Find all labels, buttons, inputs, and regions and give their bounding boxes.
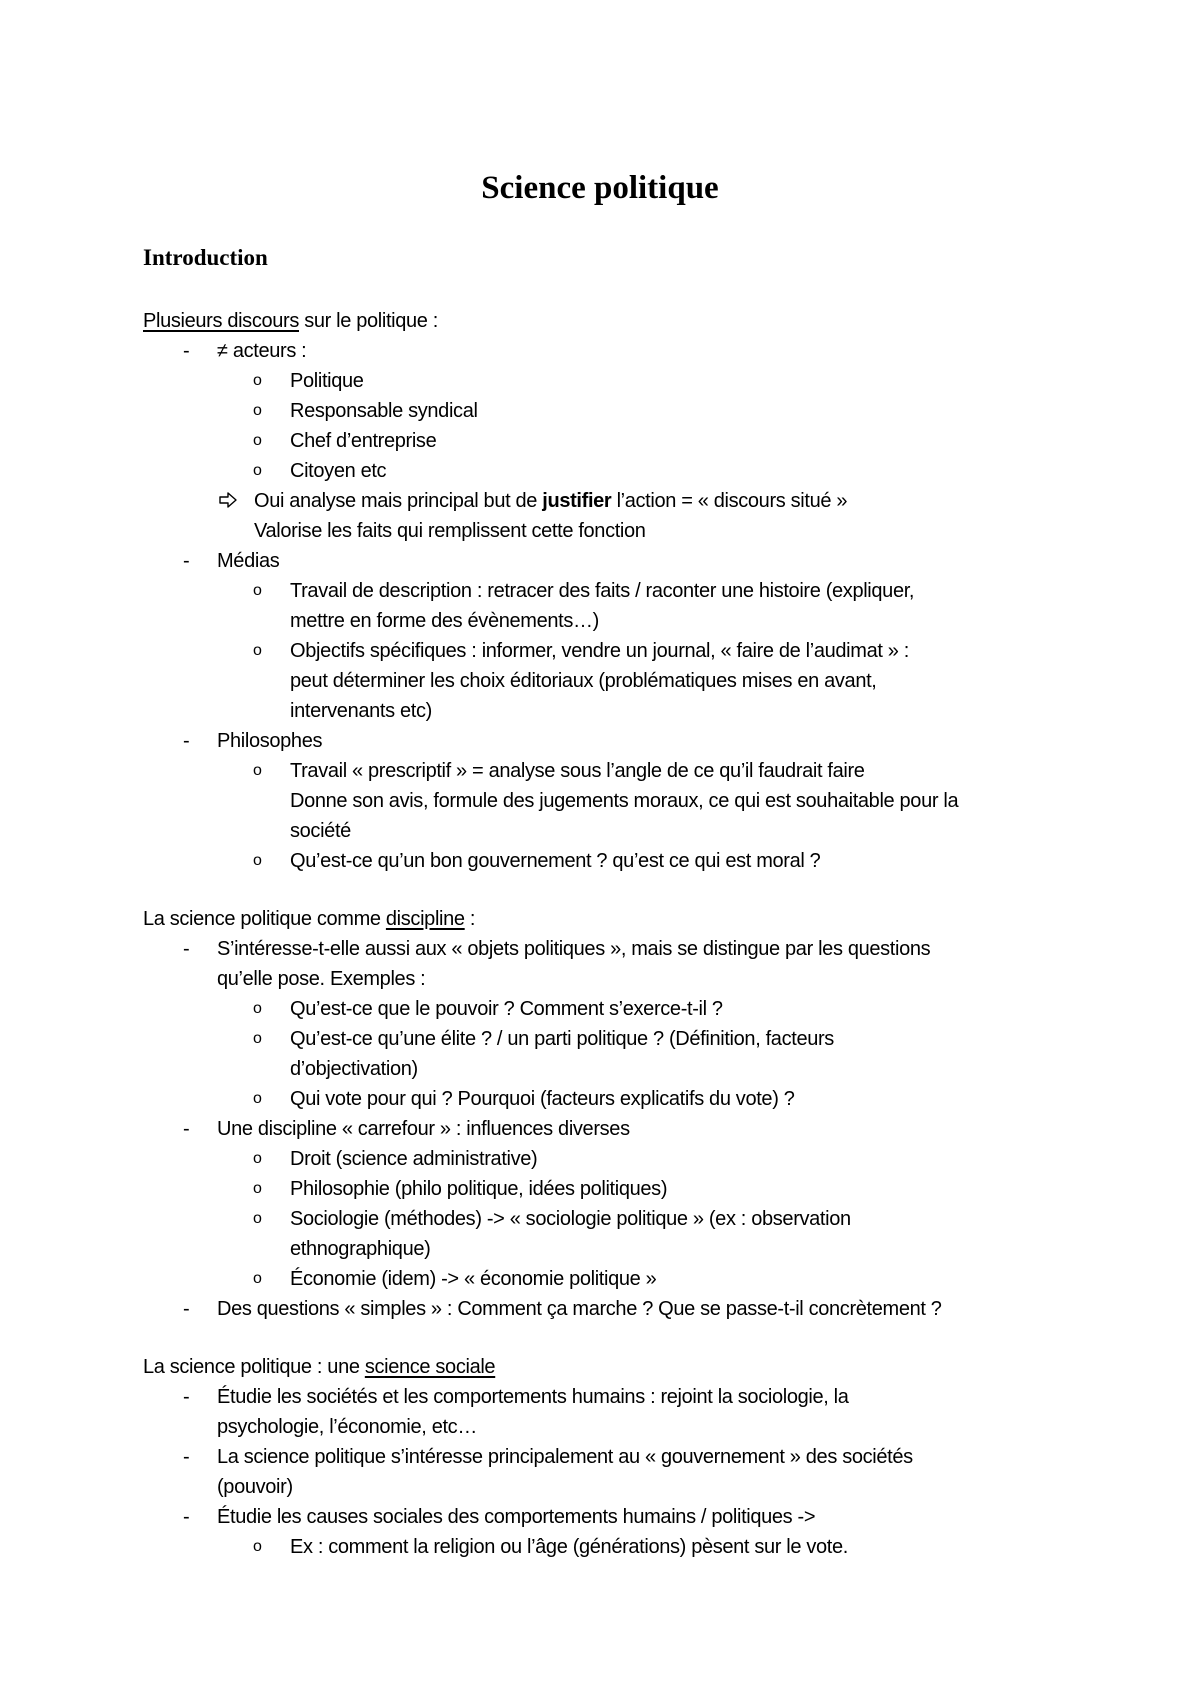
carrefour-label: Une discipline « carrefour » : influences diverses [217,1118,630,1140]
bullet-marker: o [253,642,262,659]
acteurs-item: Politique [290,370,364,392]
sociale-item-continuation: psychologie, l’économie, etc… [217,1416,477,1438]
carrefour-item: Sociologie (méthodes) -> « sociologie politique » (ex : observation [290,1208,851,1230]
bullet-marker: o [253,372,262,389]
acteurs-conclusion [254,487,847,515]
dash-marker: - [183,730,190,752]
dash-marker: - [183,1386,190,1408]
bold-term: justifier [542,490,612,512]
dash-marker: - [183,938,190,960]
sociale-item: Étudie les causes sociales des comportements humains / politiques -> [217,1506,816,1528]
acteurs-item: Responsable syndical [290,400,478,422]
philosophes-item: Qu’est-ce qu’un bon gouvernement ? qu’est ce qui est moral ? [290,850,821,872]
carrefour-item: Droit (science administrative) [290,1148,538,1170]
section-title-text: La science politique comme [143,908,386,930]
medias-item-continuation: mettre en forme des évènements…) [290,610,599,632]
bullet-marker: o [253,1180,262,1197]
section-title-discours [143,307,438,335]
bullet-marker: o [253,1538,262,1555]
underlined-term: discipline [385,908,465,930]
dash-marker: - [183,340,190,362]
carrefour-item: Philosophie (philo politique, idées politiques) [290,1178,668,1200]
dash-marker: - [183,550,190,572]
objets-item: S’intéresse-t-elle aussi aux « objets politiques », mais se distingue par les questions [217,938,931,960]
acteurs-item: Citoyen etc [290,460,387,482]
objets-item-continuation: qu’elle pose. Exemples : [217,968,426,990]
philosophes-item-continuation: société [290,820,351,842]
section-title-rest: sur le politique : [299,310,438,332]
bullet-marker: o [253,1000,262,1017]
underlined-term: science sociale [364,1356,496,1378]
bullet-marker: o [253,582,262,599]
bullet-marker: o [253,402,262,419]
sociale-item-continuation: (pouvoir) [217,1476,293,1498]
dash-marker: - [183,1118,190,1140]
medias-item: Objectifs spécifiques : informer, vendre un journal, « faire de l’audimat » : [290,640,909,662]
arrow-right-icon [218,486,238,514]
bullet-marker: o [253,1090,262,1107]
sociale-subitem: Ex : comment la religion ou l’âge (générations) pèsent sur le vote. [290,1536,848,1558]
acteurs-label: ≠ acteurs : [217,340,307,362]
document-title: Science politique [481,170,719,206]
medias-item: Travail de description : retracer des faits / raconter une histoire (expliquer, [290,580,915,602]
conclusion-text: l’action = « discours situé » [611,490,848,512]
carrefour-item: Économie (idem) -> « économie politique » [290,1268,657,1290]
philosophes-label: Philosophes [217,730,323,752]
bullet-marker: o [253,462,262,479]
section-title-science-sociale [143,1353,495,1381]
bullet-marker: o [253,432,262,449]
acteurs-item: Chef d’entreprise [290,430,437,452]
medias-item-continuation: intervenants etc) [290,700,432,722]
objets-subitem: Qu’est-ce que le pouvoir ? Comment s’exerce-t-il ? [290,998,723,1020]
section-title-text: La science politique : une [143,1356,365,1378]
bullet-marker: o [253,1270,262,1287]
dash-marker: - [183,1298,190,1320]
dash-marker: - [183,1446,190,1468]
section-title-text: : [464,908,476,930]
underlined-term: Plusieurs discours [143,310,299,332]
medias-item-continuation: peut déterminer les choix éditoriaux (problématiques mises en avant, [290,670,877,692]
sociale-item: La science politique s’intéresse principalement au « gouvernement » des sociétés [217,1446,913,1468]
medias-label: Médias [217,550,280,572]
carrefour-item-continuation: ethnographique) [290,1238,431,1260]
bullet-marker: o [253,1210,262,1227]
bullet-marker: o [253,1150,262,1167]
bullet-marker: o [253,852,262,869]
objets-subitem: Qui vote pour qui ? Pourquoi (facteurs explicatifs du vote) ? [290,1088,795,1110]
dash-marker: - [183,1506,190,1528]
section-title-discipline [143,905,475,933]
philosophes-item: Travail « prescriptif » = analyse sous l’angle de ce qu’il faudrait faire [290,760,865,782]
acteurs-conclusion-line: Valorise les faits qui remplissent cette fonction [254,520,646,542]
philosophes-item-continuation: Donne son avis, formule des jugements moraux, ce qui est souhaitable pour la [290,790,959,812]
bullet-marker: o [253,762,262,779]
objets-subitem-continuation: d’objectivation) [290,1058,418,1080]
section-heading-introduction: Introduction [143,245,268,270]
objets-subitem: Qu’est-ce qu’une élite ? / un parti politique ? (Définition, facteurs [290,1028,834,1050]
conclusion-text: Oui analyse mais principal but de [254,490,543,512]
questions-item: Des questions « simples » : Comment ça marche ? Que se passe-t-il concrètement ? [217,1298,942,1320]
sociale-item: Étudie les sociétés et les comportements humains : rejoint la sociologie, la [217,1386,849,1408]
bullet-marker: o [253,1030,262,1047]
